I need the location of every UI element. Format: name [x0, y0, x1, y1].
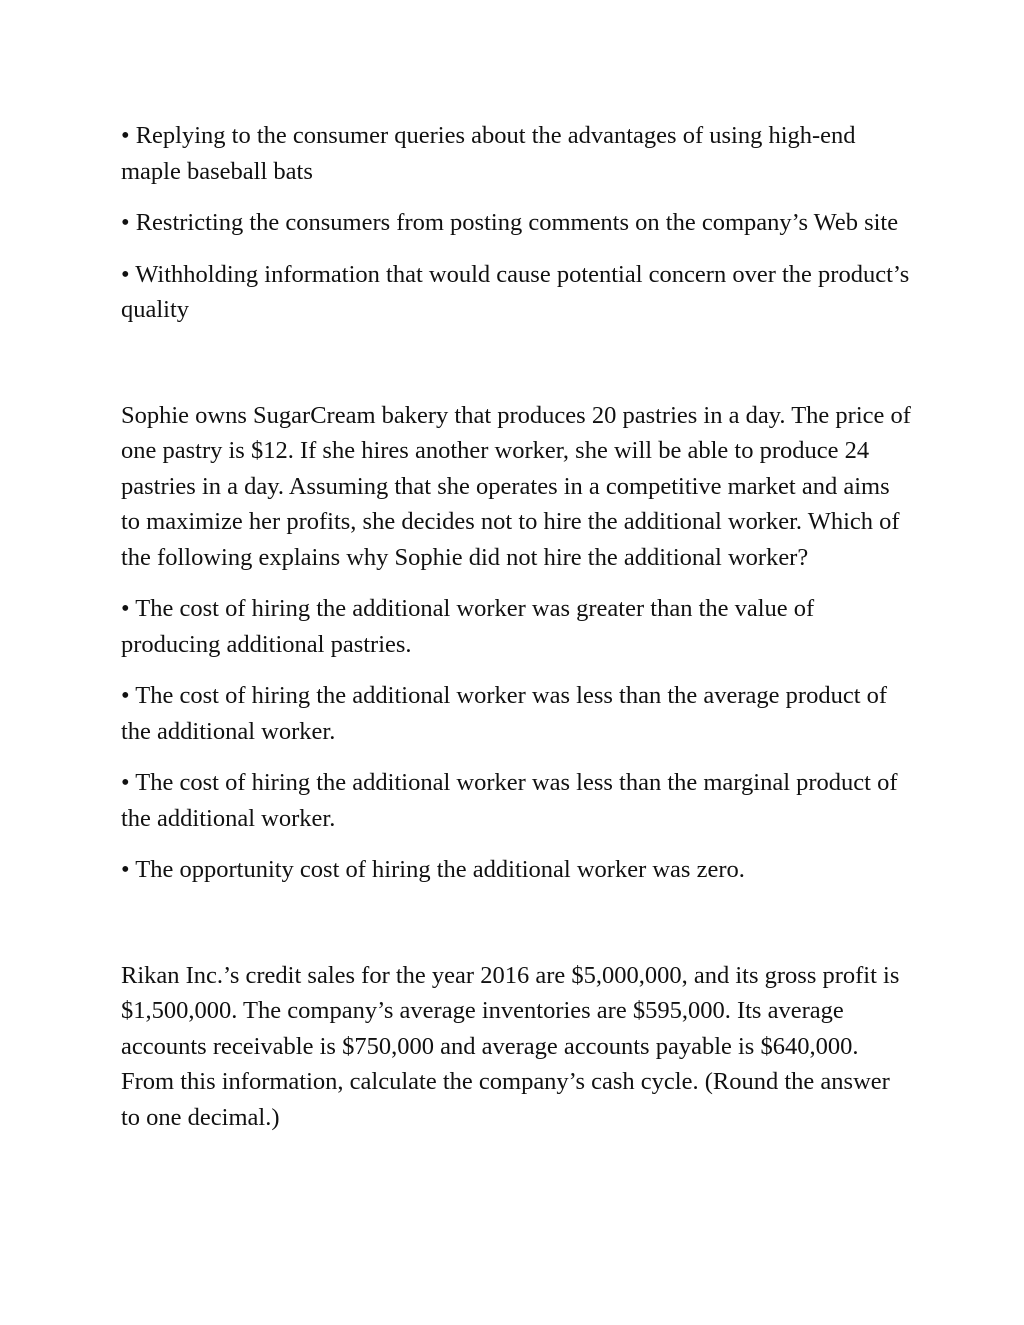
- option-item: • Withholding information that would cause potential concern over the product’s quality: [121, 260, 910, 323]
- question-text: Sophie owns SugarCream bakery that produces 20 pastries in a day. The price of one pastry is $12. If she hires another worker, she will be able to produce 24 pastries in a day. Assuming that she operates in a competitive market and aims to maximize her profits, she decides not to hire the additional worker. Which of the following explains why Sophie did not hire the additional worker?: [121, 401, 911, 571]
- rikan-question-block: [121, 958, 911, 1136]
- option-item: • The opportunity cost of hiring the additional worker was zero.: [121, 856, 745, 883]
- document-body: [121, 118, 911, 1151]
- option-item: • Replying to the consumer queries about the advantages of using high-end maple baseball bats: [121, 122, 856, 185]
- section-spacer: [121, 344, 911, 398]
- question-text: Rikan Inc.’s credit sales for the year 2016 are $5,000,000, and its gross profit is $1,500,000. The company’s average inventories are $595,000. Its average accounts receivable is $750,000 and average accounts payable is $640,000. From this information, calculate the company’s cash cycle. (Round the answer to one decimal.): [121, 961, 900, 1131]
- option-item: • Restricting the consumers from posting comments on the company’s Web site: [121, 209, 899, 236]
- previous-question-options: [121, 118, 911, 328]
- option-item: • The cost of hiring the additional worker was greater than the value of producing additional pastries.: [121, 595, 815, 658]
- sophie-question-block: [121, 398, 911, 888]
- section-spacer: [121, 904, 911, 958]
- option-item: • The cost of hiring the additional worker was less than the average product of the additional worker.: [121, 682, 888, 745]
- option-item: • The cost of hiring the additional worker was less than the marginal product of the additional worker.: [121, 769, 898, 832]
